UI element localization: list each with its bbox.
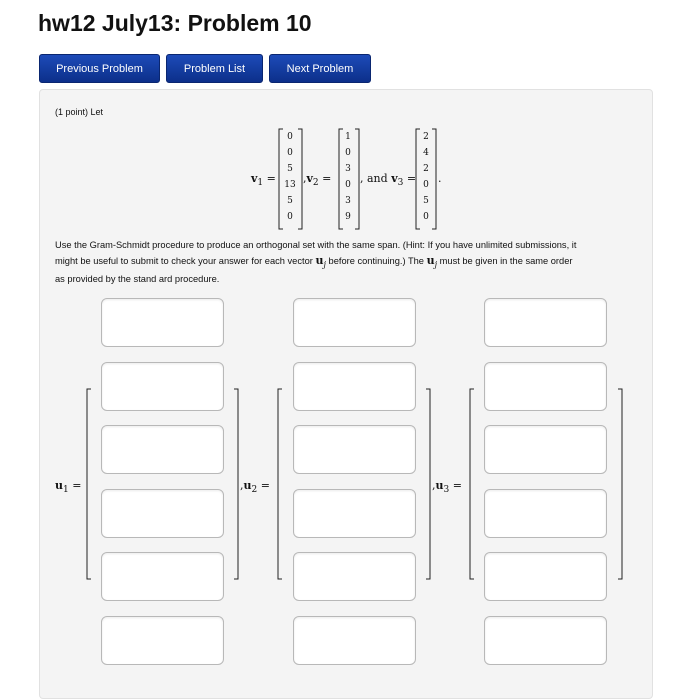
u2-entry-4[interactable]	[293, 489, 416, 538]
u3-label: $,u_3$ =	[432, 479, 462, 496]
v3-entry-1: 2	[423, 132, 429, 142]
u3-entry-4[interactable]	[484, 489, 607, 538]
u1-left-bracket	[86, 389, 92, 579]
u1-entry-5[interactable]	[101, 552, 224, 601]
v1-label: $v_1$ =	[251, 172, 276, 189]
v2-entry-2: 0	[345, 148, 351, 158]
u2-entry-5[interactable]	[293, 552, 416, 601]
u2-right-bracket	[426, 389, 432, 579]
u2-entry-6[interactable]	[293, 616, 416, 665]
v1-entry-6: 0	[287, 212, 293, 222]
u1-entry-2[interactable]	[101, 362, 224, 411]
v1-entry-5: 5	[287, 196, 293, 206]
v2-entry-5: 3	[345, 196, 351, 206]
v3-entry-4: 0	[423, 180, 429, 190]
u3-right-bracket	[618, 389, 624, 579]
u3-entry-1[interactable]	[484, 298, 607, 347]
v2-vector	[340, 129, 356, 225]
u2-left-bracket	[277, 389, 283, 579]
u2-entry-2[interactable]	[293, 362, 416, 411]
u3-entry-2[interactable]	[484, 362, 607, 411]
v3-entry-6: 0	[423, 212, 429, 222]
v1-entry-1: 0	[287, 132, 293, 142]
v1-entry-3: 5	[287, 164, 293, 174]
v3-entry-3: 2	[423, 164, 429, 174]
v3-label: , and $v_3$ =	[360, 172, 417, 189]
v1-entry-4: 13	[284, 180, 296, 190]
v2-entry-4: 0	[345, 180, 351, 190]
u1-entry-1[interactable]	[101, 298, 224, 347]
page-title: hw12 July13: Problem 10	[38, 10, 312, 36]
u1-entry-6[interactable]	[101, 616, 224, 665]
v2-entry-6: 9	[345, 212, 351, 222]
problem-list-button[interactable]: Problem List	[166, 54, 263, 83]
u3-left-bracket	[469, 389, 475, 579]
problem-points: (1 point) Let	[55, 107, 104, 117]
u1-entry-3[interactable]	[101, 425, 224, 474]
u2-label: $,u_2$ =	[240, 479, 270, 496]
u2-entry-1[interactable]	[293, 298, 416, 347]
v1-vector	[282, 129, 298, 225]
u3-entry-3[interactable]	[484, 425, 607, 474]
v3-period: .	[438, 172, 442, 185]
instructions-text: Use the Gram-Schmidt procedure to produce an orthogonal set with the same span. (Hint: If you have unlimited submissions, it might be useful to submit to check your answer for each vector $u_j$ before continuing.) The $u_j$ must be given in the same order as provided by the stand ard procedure.	[55, 240, 577, 284]
v3-entry-2: 4	[423, 148, 429, 158]
v3-entry-5: 5	[423, 196, 429, 206]
u1-right-bracket	[234, 389, 240, 579]
v2-entry-3: 3	[345, 164, 351, 174]
next-problem-button[interactable]: Next Problem	[269, 54, 371, 83]
u3-entry-6[interactable]	[484, 616, 607, 665]
u1-label: $u_1$ =	[55, 479, 82, 496]
v2-label: $,v_2$ =	[303, 172, 332, 189]
u3-entry-5[interactable]	[484, 552, 607, 601]
v2-entry-1: 1	[345, 132, 351, 142]
v1-entry-2: 0	[287, 148, 293, 158]
u1-entry-4[interactable]	[101, 489, 224, 538]
u2-entry-3[interactable]	[293, 425, 416, 474]
previous-problem-button[interactable]: Previous Problem	[39, 54, 160, 83]
